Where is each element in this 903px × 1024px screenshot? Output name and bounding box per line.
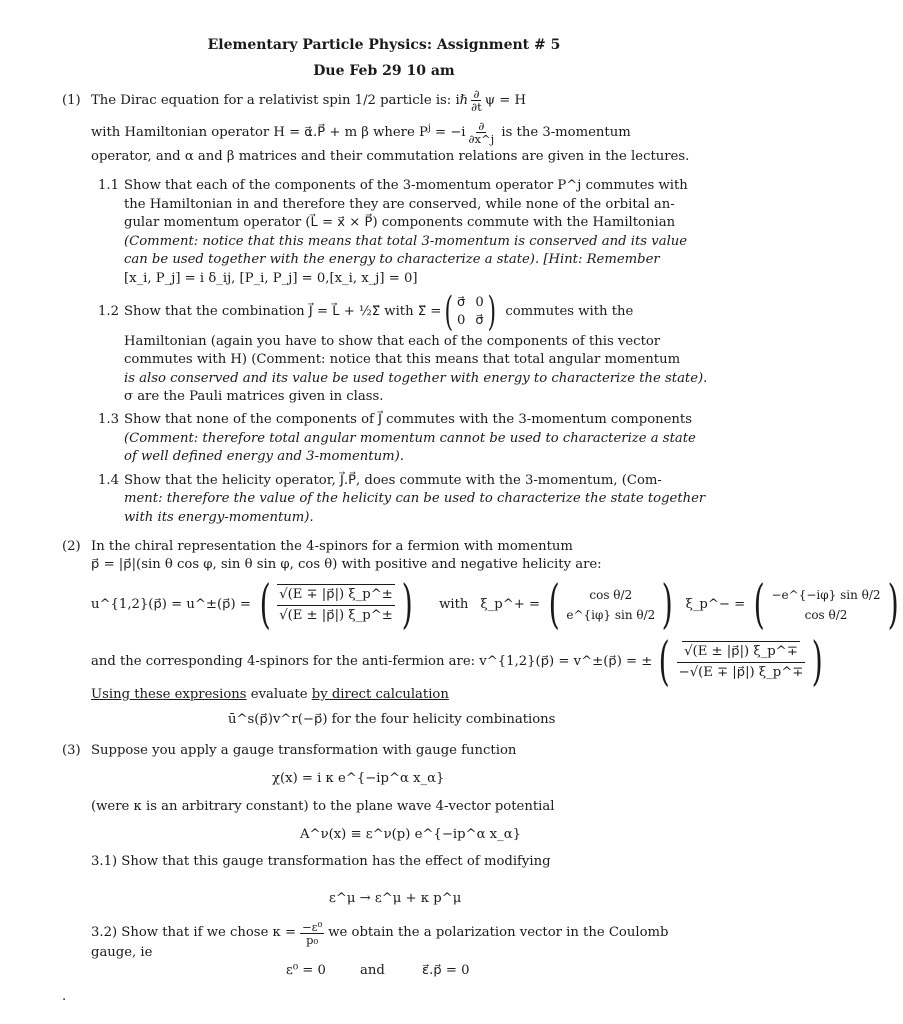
subproblem-1-1-line-2: the Hamiltonian in and therefore they are conserved, while none of the orbital an-: [124, 197, 675, 212]
subproblem-3-1: 3.1) Show that this gauge transformation has the effect of modifying: [91, 854, 551, 869]
problem-2-evaluation: ū^s(p⃗)v^r(−p⃗) for the four helicity combinations: [228, 712, 556, 727]
subproblem-1-1-line-1: Show that each of the components of the 3-momentum operator P^j commutes with: [124, 178, 688, 193]
subproblem-1-4-line-3: with its energy-momentum).: [124, 510, 314, 525]
subproblem-1-1-number: 1.1: [98, 178, 119, 193]
subproblem-1-3-line-3: of well defined energy and 3-momentum).: [124, 449, 404, 464]
subproblem-3-2-line-1: 3.2) Show that if we chose κ = $\frac{\text{−ε⁰}}{\text{p₀}}$ we obtain the a polarization vector in the Coulomb: [91, 919, 669, 947]
subproblem-1-2-line-2: Hamiltonian (again you have to show that each of the components of this vector: [124, 334, 661, 349]
problem-1-number: (1): [62, 93, 81, 108]
footer-dot: .: [62, 989, 67, 1004]
problem-2-instruction: Using these expresions evaluate by direct calculation: [91, 687, 449, 702]
coulomb-gauge-transverse-condition: ε⃗.p⃗ = 0: [422, 963, 470, 978]
subproblem-1-2-line-5: σ are the Pauli matrices given in class.: [124, 389, 384, 404]
subproblem-1-1-line-4: (Comment: notice that this means that total 3-momentum is conserved and its value: [124, 234, 688, 249]
fermion-spinor-equation: u^{1,2}(p⃗) = u^±(p⃗) = ( √(E ∓ |p⃗|) ξ_p^± √(E ± |p⃗|) ξ_p^± ) with ξ_p^+ = ( cos θ/2 e^{iφ} sin θ/2 ) ξ_p^− = ( −e^{−iφ} sin θ/2 cos θ/2 ): [91, 575, 899, 635]
problem-1-line-1: The Dirac equation for a relativist spin 1/2 particle is: iℏ $\frac{\partial}{\partial t}$ ψ = H: [91, 87, 527, 114]
subproblem-1-2-line-1: Show that the combination J⃗ = L⃗ + ½Σ⃗ with Σ⃗ = ( σ⃗ 0 0 σ⃗ ) commutes with the: [124, 289, 634, 335]
subproblem-1-3-line-2: (Comment: therefore total angular momentum cannot be used to characterize a state: [124, 431, 696, 446]
sigma-matrix: ( σ⃗ 0 0 σ⃗ ): [444, 289, 496, 335]
subproblem-1-2-line-3: commutes with H) (Comment: notice that this means that total angular momentum: [124, 352, 681, 367]
assignment-title: Elementary Particle Physics: Assignment # 5: [207, 37, 561, 53]
subproblem-1-2-number: 1.2: [98, 304, 119, 319]
coulomb-gauge-time-component: ε⁰ = 0: [286, 963, 326, 978]
subproblem-1-1-line-6: [x_i, P_j] = i δ_ij, [P_i, P_j] = 0,[x_i, x_j] = 0]: [124, 271, 418, 286]
gauge-function-equation: χ(x) = i κ e^{−ip^α x_α}: [272, 771, 445, 786]
problem-3-line-2: (were κ is an arbitrary constant) to the plane wave 4-vector potential: [91, 799, 555, 814]
subproblem-1-4-line-2: ment: therefore the value of the helicity can be used to characterize the state together: [124, 491, 706, 506]
subproblem-1-1-line-3: gular momentum operator (L⃗ = x⃗ × P⃗) components commute with the Hamiltonian: [124, 215, 676, 230]
problem-1-line-2: with Hamiltonian operator H = α⃗.P⃗ + m β where $P^j = -i$ $\frac{\partial}{\partial x\^{}j}$ is the 3-momentum: [91, 119, 631, 146]
subproblem-1-2-line-4: is also conserved and its value be used together with energy to characterize the state).: [124, 371, 708, 386]
polarization-shift-equation: ε^μ → ε^μ + κ p^μ: [329, 891, 462, 906]
due-date: Due Feb 29 10 am: [313, 63, 455, 79]
problem-2-line-1: In the chiral representation the 4-spinors for a fermion with momentum: [91, 539, 573, 554]
problem-2-line-2: p⃗ = |p⃗|(sin θ cos φ, sin θ sin φ, cos θ) with positive and negative helicity are:: [91, 557, 602, 572]
subproblem-1-4-number: 1.4: [98, 473, 119, 488]
subproblem-1-4-line-1: Show that the helicity operator, J⃗.P⃗, does commute with the 3-momentum, (Com-: [124, 473, 662, 488]
problem-1-line-3: operator, and α and β matrices and their commutation relations are given in the lectures.: [91, 149, 690, 164]
subproblem-1-3-number: 1.3: [98, 412, 119, 427]
antifermion-spinor-equation: and the corresponding 4-spinors for the anti-fermion are: v^{1,2}(p⃗) = v^±(p⃗) = ± ( √(E ± |p⃗|) ξ_p^∓ −√(E ∓ |p⃗|) ξ_p^∓ ): [91, 632, 824, 692]
subproblem-1-1-line-5: can be used together with the energy to characterize a state). [Hint: Remember: [124, 252, 660, 267]
problem-3-number: (3): [62, 743, 81, 758]
problem-2-number: (2): [62, 539, 81, 554]
coulomb-gauge-and: and: [360, 963, 385, 978]
problem-3-line-1: Suppose you apply a gauge transformation with gauge function: [91, 743, 517, 758]
plane-wave-potential-equation: A^ν(x) ≡ ε^ν(p) e^{−ip^α x_α}: [300, 827, 522, 842]
subproblem-3-2-line-2: gauge, ie: [91, 945, 153, 960]
subproblem-1-3-line-1: Show that none of the components of J⃗ commutes with the 3-momentum components: [124, 412, 692, 427]
